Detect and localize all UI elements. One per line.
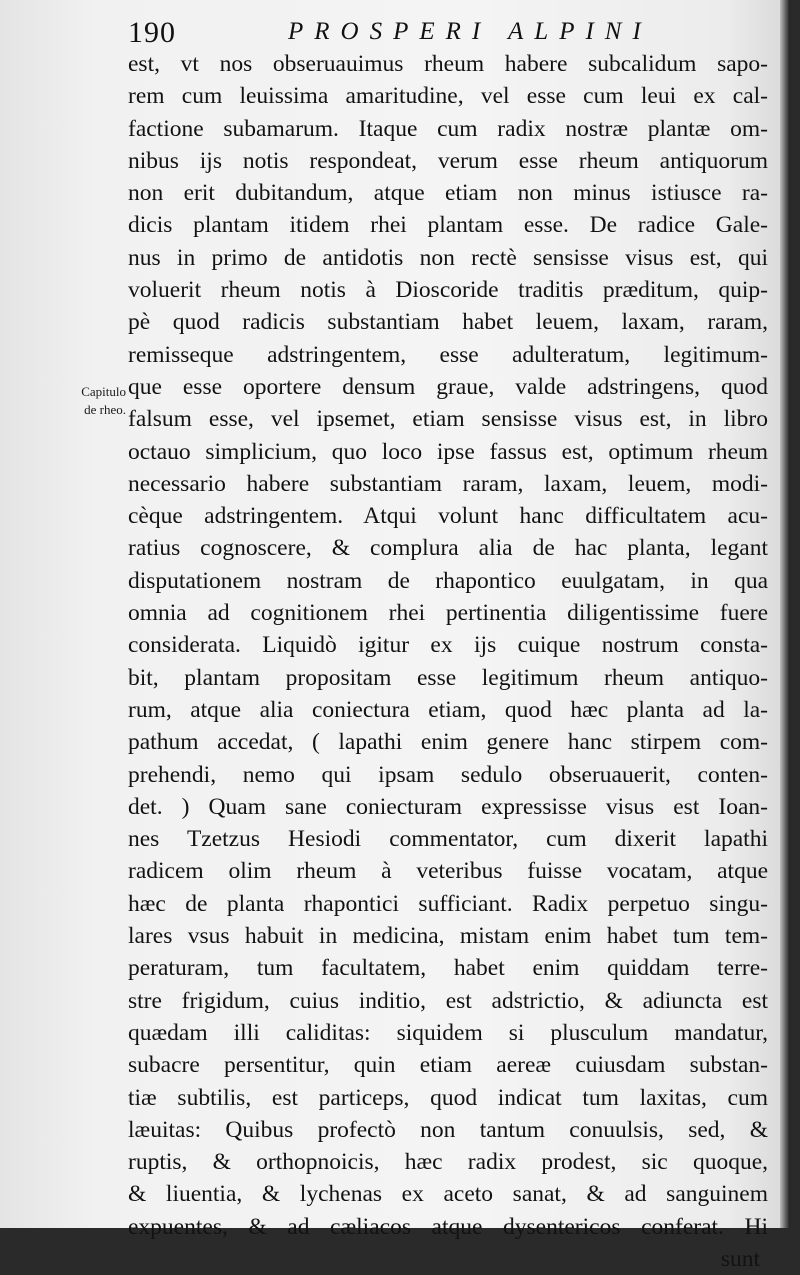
text-line: pè quod radicis substantiam habet leuem, laxam, raram, (128, 309, 768, 336)
text-line: nus in primo de antidotis non rectè sensisse visus est, qui (128, 244, 768, 271)
text-line: falsum esse, vel ipsemet, etiam sensisse visus est, in libro (128, 406, 768, 433)
marginal-note-line: de rheo. (84, 402, 126, 417)
text-line: stre frigidum, cuius inditio, est adstrictio, & adiuncta est (128, 987, 768, 1014)
page-edge-shadow (780, 0, 790, 1228)
text-line: voluerit rheum notis à Dioscoride traditis præditum, quip- (128, 277, 768, 304)
text-line: disputationem nostram de rhapontico euulgatam, in qua (128, 567, 768, 594)
text-line: considerata. Liquidò igitur ex ijs cuique nostrum consta- (128, 632, 768, 659)
text-line: rum, atque alia coniectura etiam, quod hæc planta ad la- (128, 696, 768, 723)
text-line: octauo simplicium, quo loco ipse fassus est, optimum rheum (128, 438, 768, 465)
text-line: subacre persentitur, quin etiam aereæ cuiusdam substan- (128, 1052, 768, 1079)
text-line: prehendi, nemo qui ipsam sedulo obseruauerit, conten- (128, 761, 768, 788)
text-line: det. ) Quam sane coniecturam expressisse visus est Ioan- (128, 793, 768, 820)
text-line: remisseque adstringentem, esse adulteratum, legitimum- (128, 341, 768, 368)
text-line: hæc de planta rhapontici sufficiant. Radix perpetuo singu- (128, 890, 768, 917)
text-line: ratius cognoscere, & complura alia de hac planta, legant (128, 535, 768, 562)
running-head: PROSPERI ALPINI (288, 18, 652, 45)
catchword: sunt (720, 1245, 760, 1272)
text-line: omnia ad cognitionem rhei pertinentia diligentissime fuere (128, 600, 768, 627)
text-line: expuentes, & ad cæliacos atque dysentericos conferat. Hi (128, 1213, 768, 1240)
text-line: rem cum leuissima amaritudine, vel esse cum leui ex cal- (128, 83, 768, 110)
text-line: non erit dubitandum, atque etiam non minus istiusce ra- (128, 180, 768, 207)
marginal-note-line: Capitulo (81, 384, 126, 399)
text-line: necessario habere substantiam raram, laxam, leuem, modi- (128, 470, 768, 497)
text-line: radicem olim rheum à veteribus fuisse vocatam, atque (128, 858, 768, 885)
text-line: cèque adstringentem. Atqui volunt hanc difficultatem acu- (128, 503, 768, 530)
text-line: quædam illi caliditas: siquidem si plusculum mandatur, (128, 1019, 768, 1046)
text-line: est, vt nos obseruauimus rheum habere subcalidum sapo- (128, 51, 768, 77)
marginal-note (52, 383, 126, 419)
text-line: & liuentia, & lychenas ex aceto sanat, & ad sanguinem (128, 1181, 768, 1208)
text-line: que esse oportere densum graue, valde adstringens, quod (128, 373, 768, 400)
text-line: peraturam, tum facultatem, habet enim quiddam terre- (128, 955, 768, 982)
body-text (128, 48, 768, 1275)
text-line: læuitas: Quibus profectò non tantum conuulsis, sed, & (128, 1116, 768, 1143)
text-line: pathum accedat, ( lapathi enim genere hanc stirpem com- (128, 729, 768, 756)
text-line: nibus ijs notis respondeat, verum esse rheum antiquorum (128, 147, 768, 174)
text-line: factione subamarum. Itaque cum radix nostræ plantæ om- (128, 115, 768, 142)
page-number: 190 (128, 16, 176, 49)
text-line: nes Tzetzus Hesiodi commentator, cum dixerit lapathi (128, 826, 768, 853)
text-line: dicis plantam itidem rhei plantam esse. De radice Gale- (128, 212, 768, 239)
text-line: bit, plantam propositam esse legitimum rheum antiquo- (128, 664, 768, 691)
text-line: lares vsus habuit in medicina, mistam enim habet tum tem- (128, 923, 768, 950)
text-line: ruptis, & orthopnoicis, hæc radix prodest, sic quoque, (128, 1149, 768, 1176)
text-line: tiæ subtilis, est particeps, quod indicat tum laxitas, cum (128, 1084, 768, 1111)
